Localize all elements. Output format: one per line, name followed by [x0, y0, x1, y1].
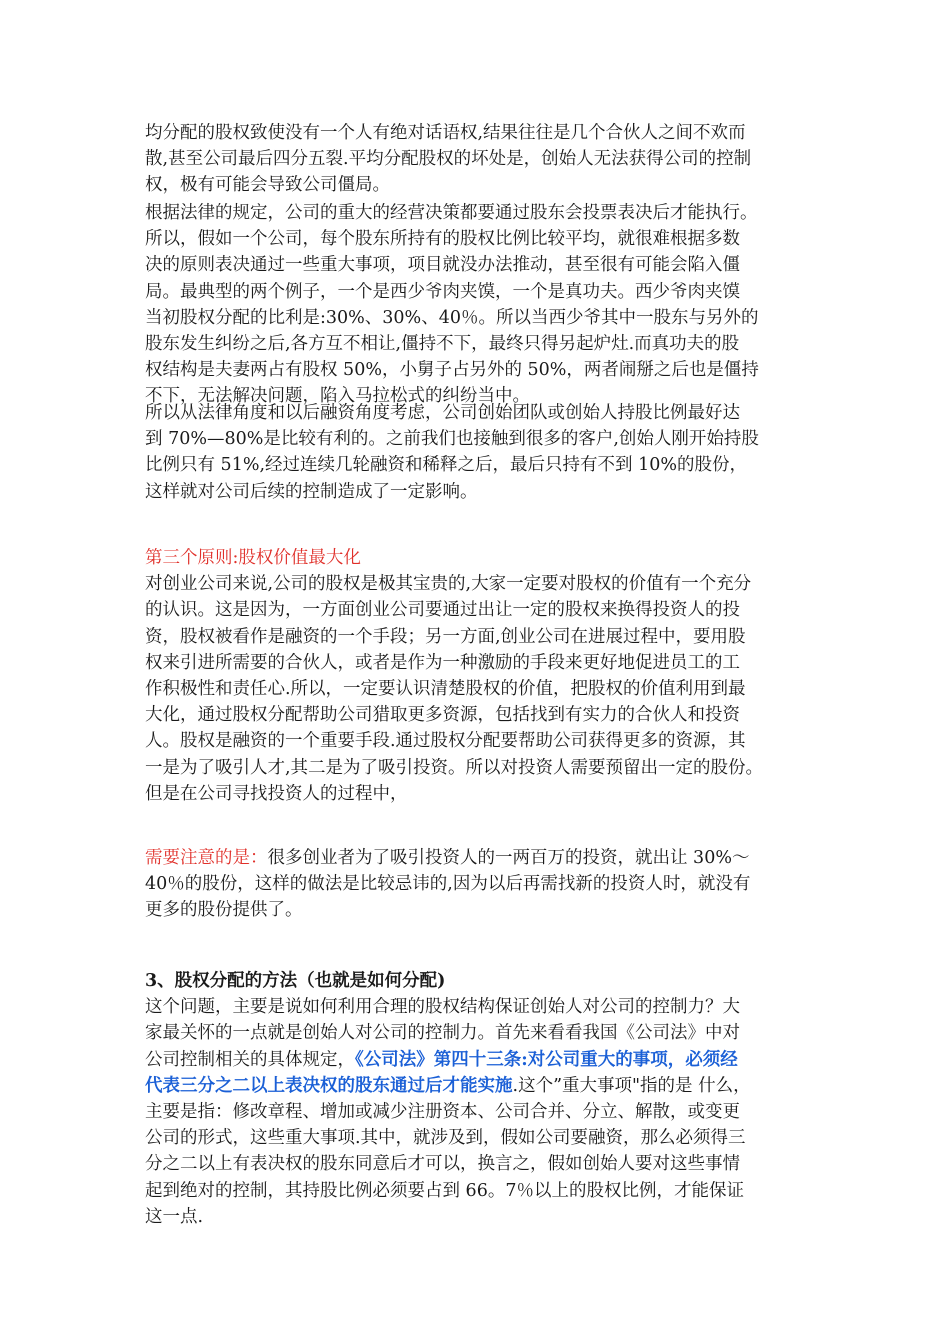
text-line: 大化，通过股权分配帮助公司猎取更多资源，包括找到有实力的合伙人和投资: [145, 705, 740, 726]
text-line: 对创业公司来说,公司的股权是极其宝贵的,大家一定要对股权的价值有一个充分: [145, 574, 752, 595]
paragraph-financing-view: [145, 400, 825, 505]
text-line: 所以，假如一个公司，每个股东所持有的股权比例比较平均，就很难根据多数: [145, 229, 740, 250]
text-line: 散,甚至公司最后四分五裂.平均分配股权的坏处是，创始人无法获得公司的控制: [145, 149, 752, 170]
text-line-with-law: [145, 1073, 825, 1099]
section-allocation-method: [145, 968, 825, 1230]
text-line: 比例只有 51%,经过连续几轮融资和稀释之后，最后只持有不到 10%的股份，: [145, 455, 747, 476]
text-line: 分之二以上有表决权的股东同意后才可以，换言之，假如创始人要对这些事情: [145, 1154, 740, 1175]
text-line: 局。最典型的两个例子，一个是西少爷肉夹馍，一个是真功夫。西少爷肉夹馍: [145, 281, 740, 302]
text-line: 根据法律的规定，公司的重大的经营决策都要通过股东会投票表决后才能执行。: [145, 203, 758, 223]
text-line: 不下，无法解决问题，陷入马拉松式的纠纷当中。: [145, 386, 530, 407]
text-line: 股东发生纠纷之后,各方互不相让,僵持不下，最终只得另起炉灶.而真功夫的股: [145, 333, 740, 354]
text-line: 资，股权被看作是融资的一个手段；另一方面,创业公司在进展过程中，要用股: [145, 626, 746, 647]
text-line: 到 70%—80%是比较有利的。之前我们也接触到很多的客户,创始人刚开始持股: [145, 429, 759, 450]
text-line: 当初股权分配的比利是:30%、30%、40％。所以当西少爷其中一股东与另外的: [145, 307, 759, 328]
section-heading: 3、股权分配的方法（也就是如何分配): [145, 971, 446, 991]
principle-heading: 第三个原则:股权价值最大化: [145, 548, 361, 568]
paragraph-equal-split: [145, 120, 825, 199]
text-line: 均分配的股权致使没有一个人有绝对话语权,结果往往是几个合伙人之间不欢而: [145, 123, 746, 143]
text-line: 权来引进所需要的合伙人，或者是作为一种激励的手段来更好地促进员工的工: [145, 652, 740, 673]
paragraph-notice: [145, 845, 825, 924]
company-law-article-43: 《公司法》第四十三条:对公司重大的事项，必须经: [355, 1049, 738, 1070]
text-line: 这一点.: [145, 1206, 204, 1227]
text-line: 权，极有可能会导致公司僵局。: [145, 175, 390, 196]
text-line: 所以从法律角度和以后融资角度考虑，公司创始团队或创始人持股比例最好达: [145, 403, 740, 423]
text-line: 起到绝对的控制，其持股比例必须要占到 66。7％以上的股权比例，才能保证: [145, 1180, 744, 1201]
text-line: 家最关怀的一点就是创始人对公司的控制力。首先来看看我国《公司法》中对: [145, 1023, 740, 1044]
text-line-with-law: [145, 1047, 825, 1073]
paragraph-legal-rules: [145, 200, 825, 410]
text-line: 权结构是夫妻两占有股权 50%，小舅子占另外的 50%，两者闹掰之后也是僵持: [145, 360, 759, 381]
notice-text: 很多创业者为了吸引投资人的一两百万的投资，就出让 30%～: [267, 848, 750, 868]
text-line: 这个问题，主要是说如何利用合理的股权结构保证创始人对公司的控制力？大: [145, 997, 740, 1018]
text-line: 人。股权是融资的一个重要手段.通过股权分配要帮助公司获得更多的资源，其: [145, 731, 746, 752]
text-line: 主要是指：修改章程、增加或减少注册资本、公司合并、分立、解散，或变更: [145, 1101, 740, 1122]
law-followup: .这个”重大事项"指的是 什么，: [512, 1075, 751, 1096]
text-line: 作积极性和责任心.所以，一定要认识清楚股权的价值，把股权的价值利用到最: [145, 678, 746, 699]
notice-label: 需要注意的是：: [145, 848, 268, 868]
text-line: 更多的股份提供了。: [145, 900, 303, 921]
section-principle-three: [145, 545, 825, 807]
notice-first-line: [145, 845, 825, 871]
company-law-article-43-cont: 代表三分之二以上表决权的股东通过后才能实施: [145, 1075, 513, 1096]
text-line: 这样就对公司后续的控制造成了一定影响。: [145, 481, 478, 502]
text-line: 40％的股份，这样的做法是比较忌讳的,因为以后再需找新的投资人时，就没有: [145, 874, 751, 895]
text-line: 的认识。这是因为，一方面创业公司要通过出让一定的股权来换得投资人的投: [145, 600, 740, 621]
text-line: 公司的形式，这些重大事项.其中，就涉及到，假如公司要融资，那么必须得三: [145, 1128, 746, 1149]
text-line: 但是在公司寻找投资人的过程中，: [145, 783, 408, 804]
law-intro: 公司控制相关的具体规定，: [145, 1049, 355, 1070]
text-line: 决的原则表决通过一些重大事项，项目就没办法推动，甚至很有可能会陷入僵: [145, 255, 740, 276]
text-line: 一是为了吸引人才,其二是为了吸引投资。所以对投资人需要预留出一定的股份。: [145, 757, 764, 778]
